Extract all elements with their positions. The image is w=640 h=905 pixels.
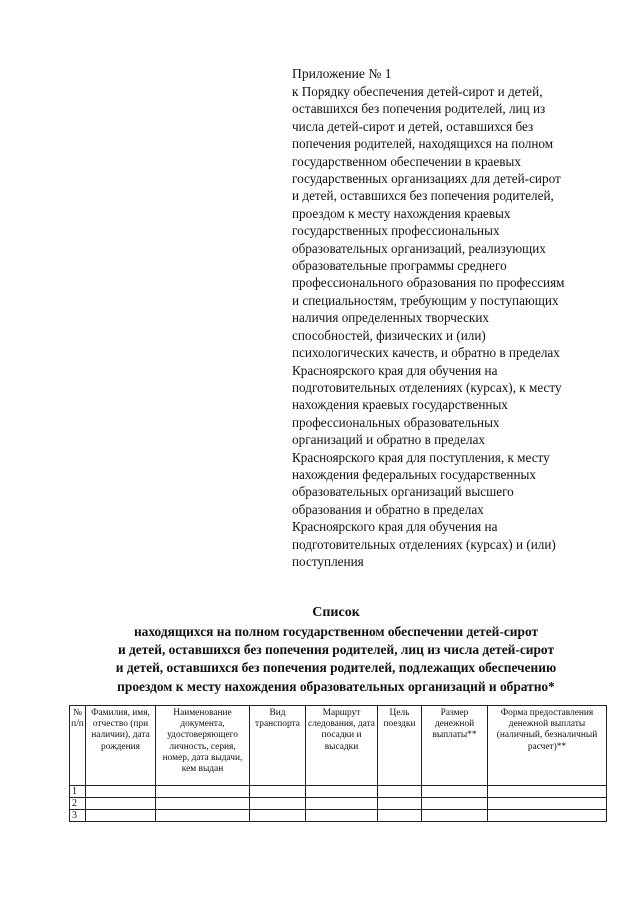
heading-line: проездом к месту нахождения образовательных организаций и обратно* [117, 678, 555, 694]
annex-line: государственных профессиональных [292, 223, 500, 239]
table-cell [488, 798, 607, 810]
table-cell [250, 786, 306, 798]
table-cell [306, 798, 378, 810]
table-cell [422, 810, 488, 822]
annex-block [292, 64, 610, 570]
annex-line: и детей, оставшихся без попечения родителей, [292, 188, 554, 204]
annex-line: образовательных организаций, реализующих [292, 240, 546, 256]
table-header-row [70, 706, 607, 786]
annex-line: государственных организациях для детей-сирот [292, 171, 561, 187]
row-number: 3 [70, 810, 86, 822]
annex-line: нахождения краевых государственных [292, 397, 508, 413]
table-cell [488, 786, 607, 798]
column-header-trip-purpose: Цель поездки [378, 706, 422, 786]
column-header-route: Маршрут следования, дата посадки и высадки [306, 706, 378, 786]
heading-line: и детей, оставшихся без попечения родителей, лиц из числа детей-сирот [117, 642, 555, 658]
table-cell [306, 786, 378, 798]
annex-line: организаций и обратно в пределах [292, 432, 486, 448]
annex-line: проездом к месту нахождения краевых [292, 205, 511, 221]
heading-line: находящихся на полном государственном обеспечении детей-сирот [133, 624, 539, 639]
annex-line: подготовительных отделениях (курсах) и (или) [292, 536, 556, 552]
annex-line: Красноярского края для поступления, к месту [292, 449, 550, 465]
annex-line: образования и обратно в пределах [292, 501, 484, 517]
list-table [69, 705, 607, 822]
annex-line: наличия определенных творческих [292, 310, 489, 326]
column-header-number: № п/п [70, 706, 86, 786]
annex-title: Приложение № 1 [292, 66, 392, 81]
table-cell [86, 798, 156, 810]
annex-line: числа детей-сирот и детей, оставшихся без [292, 118, 534, 134]
table-cell [422, 798, 488, 810]
list-heading [40, 603, 632, 696]
annex-line: Красноярского края для обучения на [292, 519, 498, 535]
annex-line: психологических качеств, и обратно в пределах [292, 345, 560, 361]
table-cell [488, 810, 607, 822]
heading-line: и детей, оставшихся без попечения родителей, подлежащих обеспечению [115, 660, 557, 676]
table-cell [156, 798, 250, 810]
table-cell [250, 798, 306, 810]
annex-line: государственном обеспечении в краевых [292, 153, 521, 169]
table-cell [86, 810, 156, 822]
annex-line: образовательные программы среднего [292, 258, 507, 274]
annex-line: оставшихся без попечения родителей, лиц из [292, 101, 546, 117]
annex-line: к Порядку обеспечения детей-сирот и детей, [292, 84, 543, 99]
column-header-identity-document: Наименование документа, удостоверяющего личность, серия, номер, дата выдачи, кем выдан [156, 706, 250, 786]
column-header-full-name: Фамилия, имя, отчество (при наличии), дата рождения [86, 706, 156, 786]
heading-title: Список [312, 605, 360, 620]
table-cell [378, 798, 422, 810]
column-header-payment-form: Форма предоставления денежной выплаты (наличный, безналичный расчет)** [488, 706, 607, 786]
annex-line: профессиональных образовательных [292, 414, 500, 430]
row-number: 1 [70, 786, 86, 798]
table-row [70, 786, 607, 798]
annex-line: нахождения федеральных государственных [292, 466, 536, 482]
annex-line: способностей, физических и (или) [292, 327, 486, 343]
table-cell [156, 810, 250, 822]
annex-line: образовательных организаций высшего [292, 484, 514, 500]
table-cell [86, 786, 156, 798]
annex-line: и специальностям, требующим у поступающих [292, 292, 559, 308]
table-cell [306, 810, 378, 822]
table-cell [378, 810, 422, 822]
annex-line: попечения родителей, находящихся на полном [292, 136, 554, 152]
column-header-payment-amount: Размер денежной выплаты** [422, 706, 488, 786]
annex-line: подготовительных отделениях (курсах), к месту [292, 379, 562, 395]
table-cell [422, 786, 488, 798]
table-row [70, 810, 607, 822]
table-row [70, 798, 607, 810]
table-cell [250, 810, 306, 822]
annex-line: Красноярского края для обучения на [292, 362, 498, 378]
column-header-transport-type: Вид транспорта [250, 706, 306, 786]
row-number: 2 [70, 798, 86, 810]
annex-line: поступления [292, 553, 364, 569]
table-cell [378, 786, 422, 798]
annex-line: профессионального образования по профессиям [292, 275, 565, 291]
table-cell [156, 786, 250, 798]
